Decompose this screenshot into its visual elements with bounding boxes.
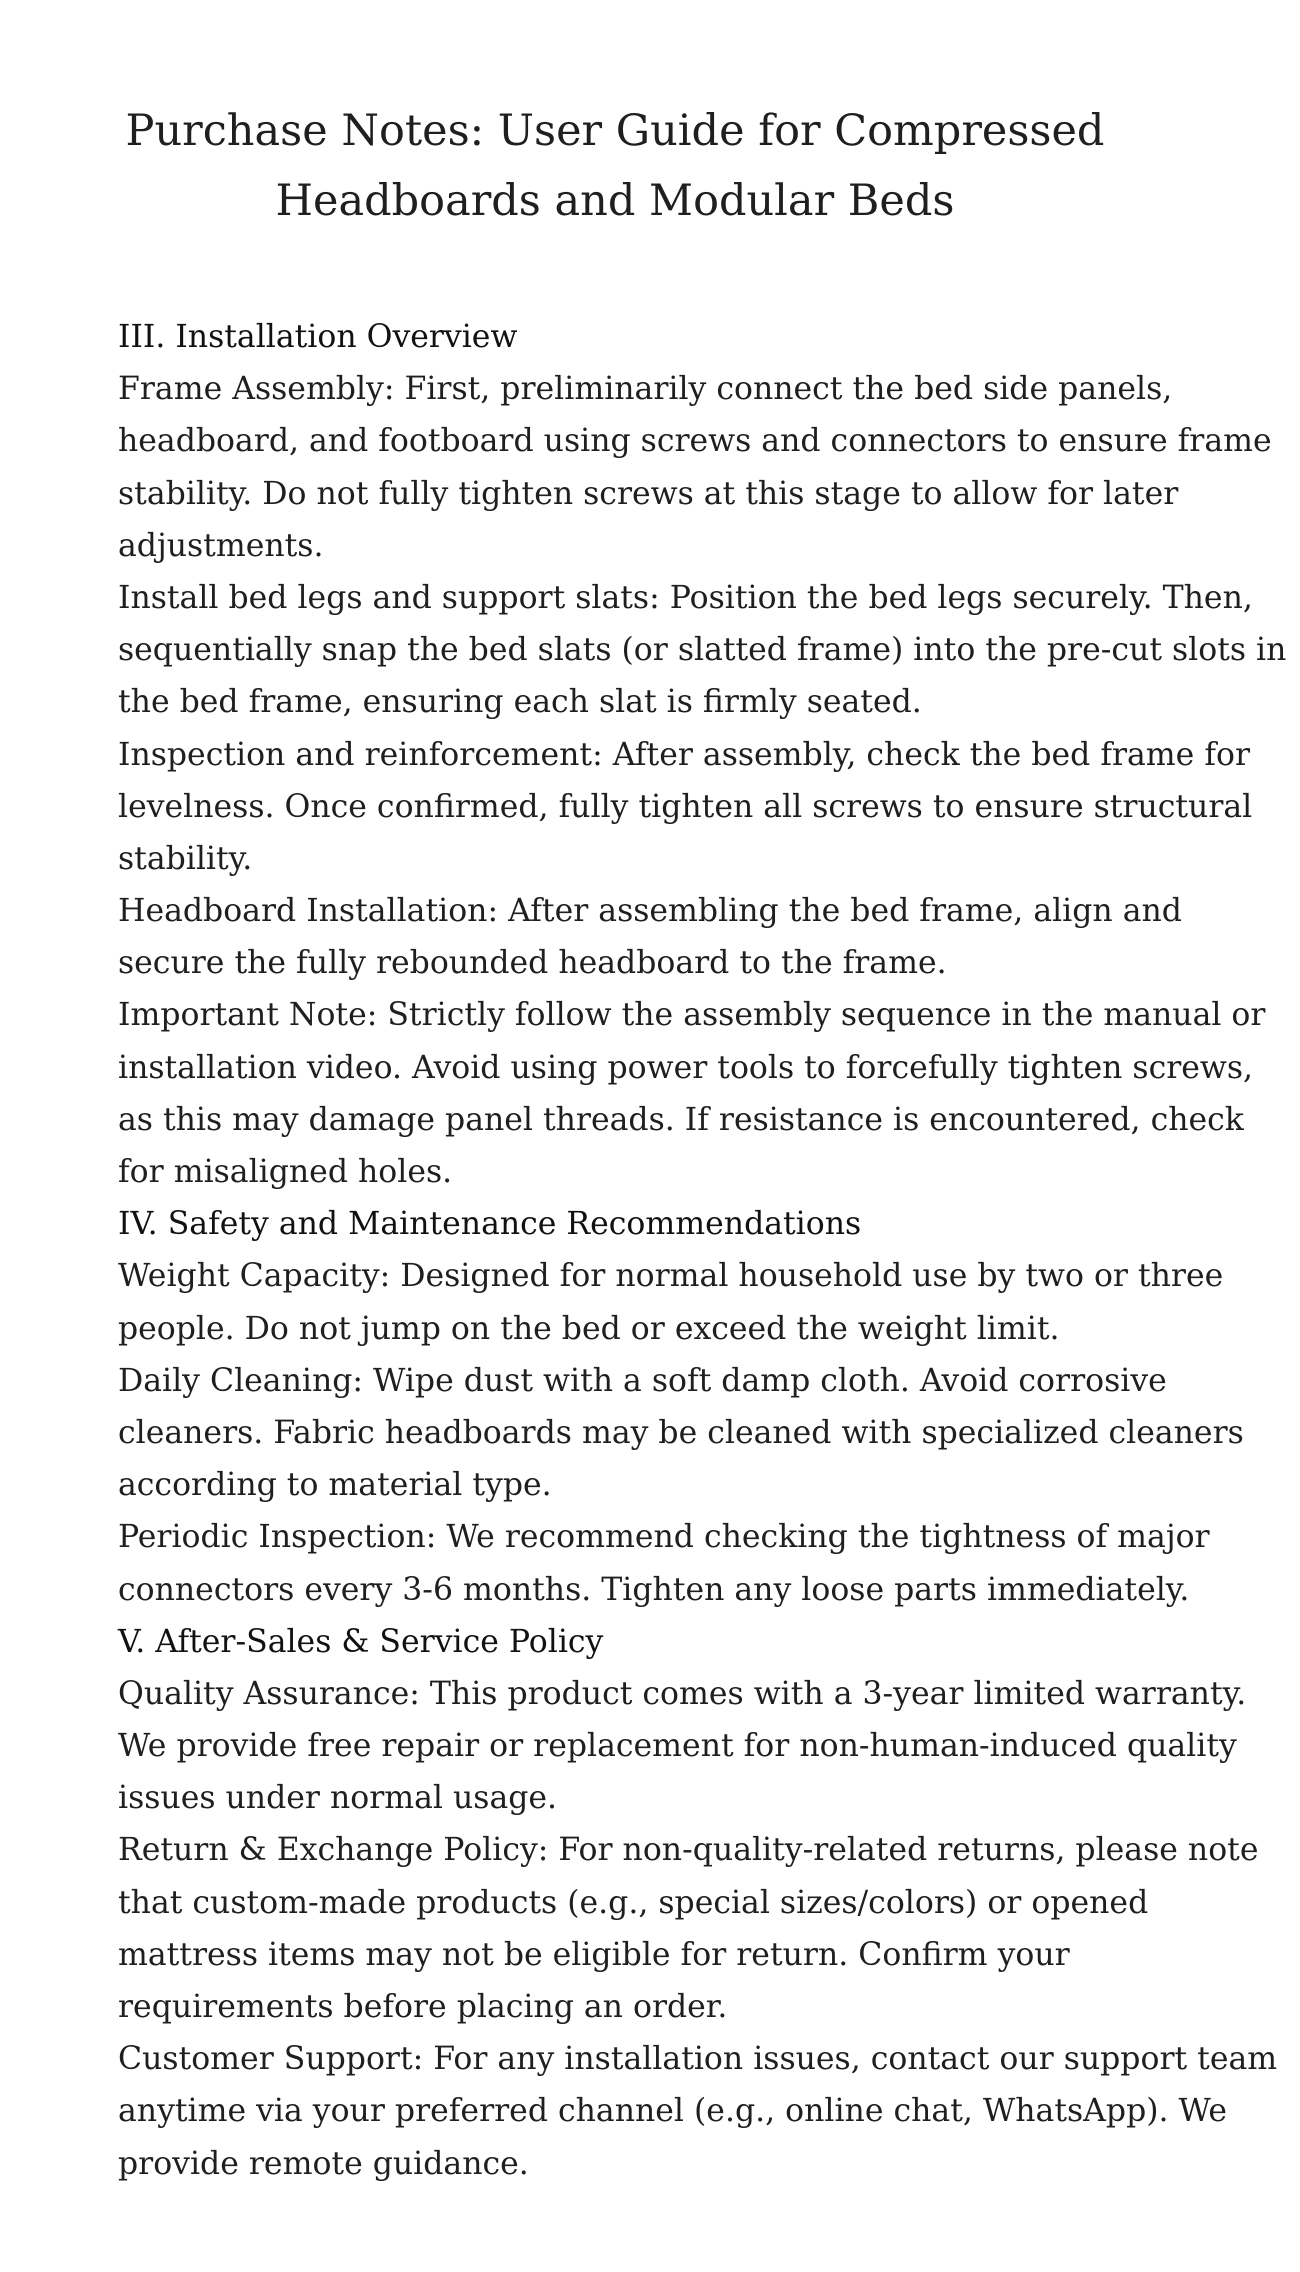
body-line: Install bed legs and support slats: Position the bed legs securely. Then,	[118, 579, 1253, 616]
body-line: anytime via your preferred channel (e.g., online chat, WhatsApp). We	[118, 2093, 1228, 2130]
document-body	[118, 311, 1287, 2190]
body-line: sequentially snap the bed slats (or slatted frame) into the pre-cut slots in	[118, 632, 1287, 669]
body-line: requirements before placing an order.	[118, 1989, 728, 2025]
body-line: headboard, and footboard using screws and connectors to ensure frame	[118, 423, 1272, 460]
body-line: Periodic Inspection: We recommend checking the tightness of major	[118, 1519, 1210, 1556]
title-line-2: Headboards and Modular Beds	[275, 176, 955, 226]
body-line: Customer Support: For any installation issues, contact our support team	[118, 2041, 1278, 2078]
body-line: Return & Exchange Policy: For non-quality-related returns, please note	[118, 1832, 1259, 1869]
body-line: mattress items may not be eligible for return. Confirm your	[118, 1936, 1070, 1973]
body-line: Weight Capacity: Designed for normal household use by two or three	[118, 1258, 1224, 1295]
body-line: secure the fully rebounded headboard to the frame.	[118, 945, 947, 982]
body-line: Daily Cleaning: Wipe dust with a soft damp cloth. Avoid corrosive	[118, 1362, 1167, 1399]
body-line: Important Note: Strictly follow the assembly sequence in the manual or	[118, 997, 1266, 1034]
body-line: stability. Do not fully tighten screws at this stage to allow for later	[118, 475, 1179, 512]
body-line: issues under normal usage.	[118, 1780, 558, 1817]
body-line: Headboard Installation: After assembling the bed frame, align and	[118, 893, 1182, 930]
body-line: installation video. Avoid using power tools to forcefully tighten screws,	[118, 1049, 1254, 1086]
body-line: the bed frame, ensuring each slat is firmly seated.	[118, 684, 922, 721]
body-line: Quality Assurance: This product comes with a 3-year limited warranty.	[118, 1675, 1247, 1712]
body-line: levelness. Once confirmed, fully tighten all screws to ensure structural	[118, 788, 1253, 825]
body-line: according to material type.	[118, 1467, 552, 1504]
body-line: We provide free repair or replacement for non-human-induced quality	[118, 1728, 1237, 1765]
section-heading-installation: III. Installation Overview	[118, 319, 518, 355]
section-heading-after-sales: V. After-Sales & Service Policy	[118, 1623, 604, 1660]
document-title	[80, 96, 1150, 236]
body-line: connectors every 3-6 months. Tighten any loose parts immediately.	[118, 1571, 1190, 1608]
body-line: stability.	[118, 840, 253, 877]
body-line: that custom-made products (e.g., special sizes/colors) or opened	[118, 1884, 1149, 1921]
body-line: cleaners. Fabric headboards may be cleaned with specialized cleaners	[118, 1414, 1244, 1451]
body-line: Frame Assembly: First, preliminarily connect the bed side panels,	[118, 371, 1173, 408]
body-line: Inspection and reinforcement: After assembly, check the bed frame for	[118, 736, 1251, 773]
body-line: provide remote guidance.	[118, 2145, 529, 2182]
body-line: people. Do not jump on the bed or exceed the weight limit.	[118, 1310, 1060, 1347]
body-line: for misaligned holes.	[118, 1154, 453, 1190]
section-heading-safety: IV. Safety and Maintenance Recommendations	[118, 1206, 862, 1243]
body-line: as this may damage panel threads. If resistance is encountered, check	[118, 1101, 1244, 1138]
body-line: adjustments.	[118, 527, 324, 564]
title-line-1: Purchase Notes: User Guide for Compressed	[125, 106, 1105, 156]
